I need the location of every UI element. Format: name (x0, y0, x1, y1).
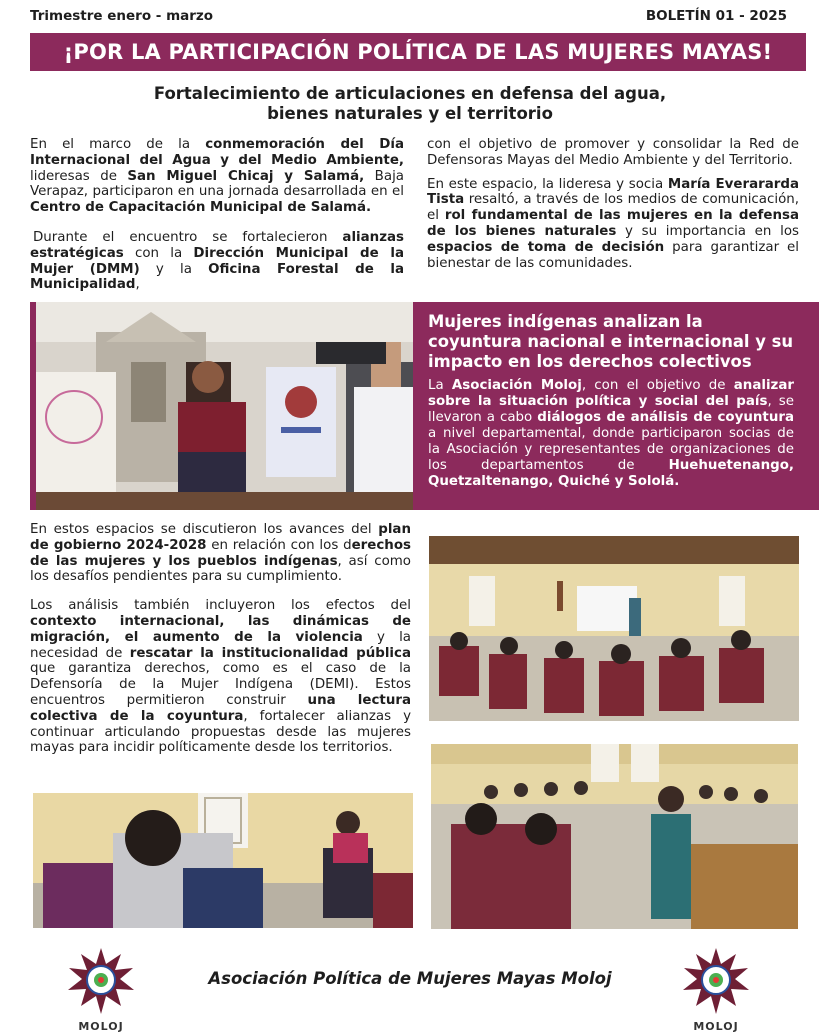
body-text: En estos espacios se discutieron los avances del (30, 522, 379, 537)
article1-title-line2: bienes naturales y el territorio (267, 104, 553, 123)
body-text: lideresas de (30, 168, 128, 184)
footer-logo-right (681, 946, 751, 1033)
body-text: Durante el encuentro se fortalecieron (33, 229, 343, 245)
body-text: para garantizar el bienestar de las comunidades. (427, 239, 799, 271)
emphasis-text: contexto internacional, las dinámicas de migración, el aumento de la violencia (30, 613, 411, 645)
emphasis-text: rol fundamental de las mujeres en la defensa de los bienes naturales (427, 208, 799, 239)
photo-meeting-room (429, 536, 799, 721)
body-text: en relación con los d (206, 537, 352, 553)
interview-photo-image (36, 302, 413, 510)
emphasis-text: diálogos de análisis de coyuntura (537, 410, 794, 425)
period-label: Trimestre enero - marzo (30, 8, 214, 24)
emphasis-text: María Everararda Tista (427, 176, 799, 208)
body-text: y la (139, 261, 209, 277)
body-text: En este espacio, la lideresa y socia (427, 176, 668, 192)
speaker-photo-image (33, 793, 413, 928)
body-text: En el marco de la (30, 137, 206, 152)
issue-label: BOLETÍN 01 - 2025 (645, 8, 787, 24)
emphasis-text: erechos de las mujeres y los pueblos indígenas (30, 537, 412, 569)
emphasis-text: una lectura colectiva de la coyuntura (30, 692, 411, 724)
body-text: Baja Verapaz, participaron en una jornada desarrollada en el (30, 168, 404, 200)
article2-left-column (30, 522, 411, 756)
photo-interview (36, 302, 413, 510)
body-text: con la (123, 245, 194, 261)
footer-organization: Asociación Política de Mujeres Mayas Moloj (208, 969, 612, 988)
article1-title (90, 84, 730, 124)
body-text: , (135, 277, 140, 293)
photo-speaker (33, 793, 413, 928)
body-text: y la necesidad de (30, 629, 411, 661)
emphasis-text: Oficina Forestal de la Municipalidad (30, 261, 404, 293)
photo-circle-dialogue (431, 744, 798, 929)
body-text: y su importancia en los (616, 223, 799, 239)
body-text: resaltó, a través de los medios de comunicación, el (427, 192, 799, 224)
article1-paragraph-4 (427, 177, 799, 272)
emphasis-text: Asociación Moloj (451, 378, 582, 393)
footer-logo-left (66, 946, 136, 1033)
emphasis-text: Huehuetenango, Quetzaltenango, Quiché y Sololá. (428, 458, 794, 489)
emphasis-text: analizar sobre la situación política y social del país (428, 378, 794, 409)
body-text: , con el objetivo de (581, 378, 734, 393)
article2-title: Mujeres indígenas analizan la coyuntura nacional e internacional y su impacto en los derechos colectivos (428, 312, 794, 371)
emphasis-text: conmemoración del Día Internacional del Agua y del Medio Ambiente, (30, 137, 404, 168)
moloj-logo-icon (681, 946, 751, 1016)
circle-dialogue-photo-image (431, 744, 798, 929)
article1-title-line1: Fortalecimiento de articulaciones en defensa del agua, (153, 84, 667, 103)
body-text: , así como los desafíos pendientes para su cumplimiento. (30, 553, 411, 585)
article2-paragraph-1 (30, 522, 411, 585)
body-text: con el objetivo de promover y consolidar la Red de Defensoras Mayas del Medio Ambiente y del Territorio. (427, 137, 799, 168)
emphasis-text: plan de gobierno 2024-2028 (30, 522, 411, 553)
emphasis-text: Centro de Capacitación Municipal de Salamá. (30, 200, 372, 216)
emphasis-text: San Miguel Chicaj y Salamá, (127, 168, 365, 184)
body-text: , se llevaron a cabo (428, 394, 794, 425)
article1-right-column (427, 137, 799, 271)
moloj-logo-icon (66, 946, 136, 1016)
body-text: , fortalecer alianzas y continuar articulando propuestas desde las mujeres mayas para incidir políticamente desde los territorios. (30, 708, 411, 756)
article2-paragraph-2 (30, 598, 411, 756)
body-text: que garantiza derechos, como es el caso de la Defensoría de la Mujer Indígena (DEMI). Estos encuentros permitieron construir (30, 661, 411, 708)
article1-paragraph-2 (30, 230, 404, 293)
emphasis-text: alianzas estratégicas (30, 229, 404, 261)
emphasis-text: Dirección Municipal de la Mujer (DMM) (30, 245, 404, 277)
body-text: La (428, 378, 452, 393)
article2-intro (428, 378, 794, 490)
article1-paragraph-3 (427, 137, 799, 169)
emphasis-text: rescatar la institucionalidad pública (129, 645, 411, 661)
page-title-banner: ¡POR LA PARTICIPACIÓN POLÍTICA DE LAS MUJERES MAYAS! (30, 33, 806, 71)
article1-left-column (30, 137, 404, 293)
emphasis-text: espacios de toma de decisión (427, 239, 665, 255)
body-text: a nivel departamental, donde participaron socias de la Asociación y representantes de organizaciones de los departamentos de (428, 426, 794, 473)
footer-logo-left-label: MOLOJ (78, 1020, 124, 1033)
article1-paragraph-1 (30, 137, 404, 216)
footer-logo-right-label: MOLOJ (693, 1020, 739, 1033)
meeting-room-photo-image (429, 536, 799, 721)
body-text: Los análisis también incluyeron los efectos del (30, 598, 411, 614)
